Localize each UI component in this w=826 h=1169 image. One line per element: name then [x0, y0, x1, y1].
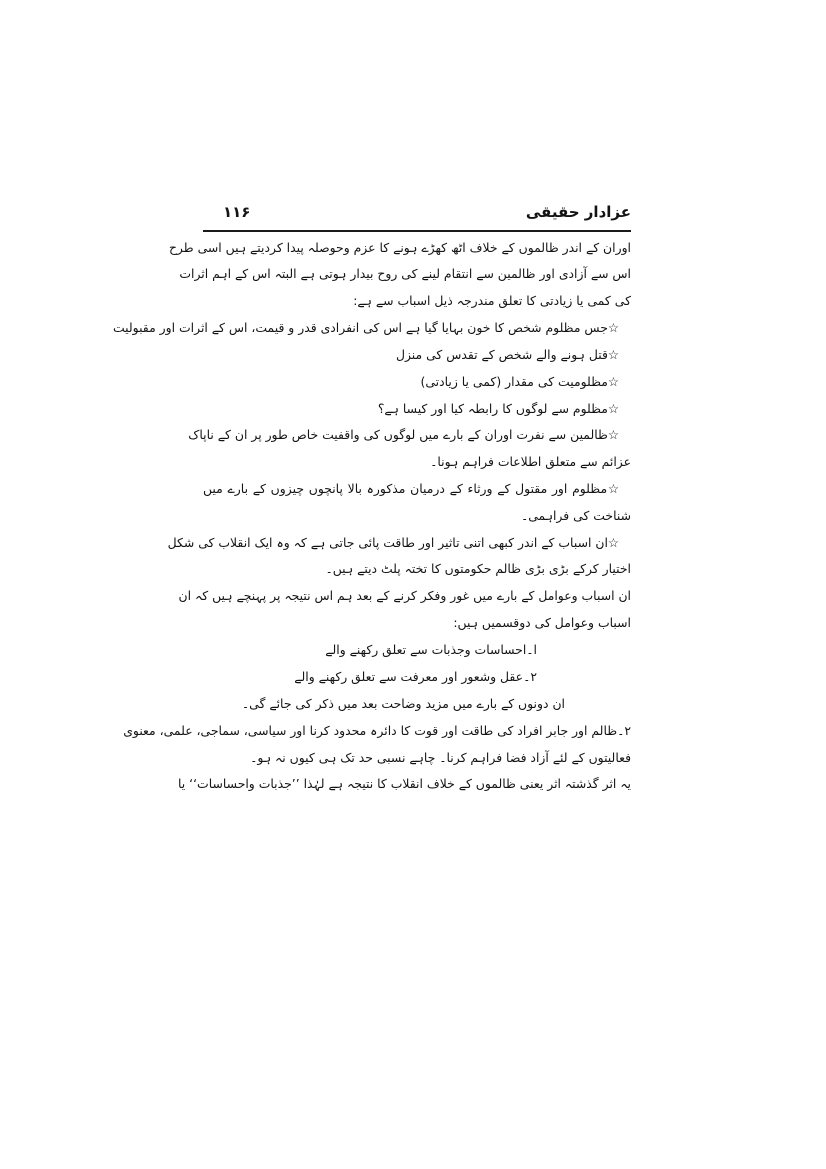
text-line: ان اسباب وعوامل کے بارے میں غور وفکر کرنے کے بعد ہم اس نتیجہ پر پہنچے ہیں کہ ان: [178, 588, 631, 603]
text-line: کی کمی یا زیادتی کا تعلق مندرجہ ذیل اسباب سے ہے:: [353, 293, 631, 308]
list-item: ☆مظلومیت کی مقدار (کمی یا زیادتی): [420, 374, 619, 389]
numbered-item: ا۔احساسات وجذبات سے تعلق رکھنے والے: [325, 642, 537, 657]
text-line: اختیار کرکے بڑی بڑی ظالم حکومتوں کا تختہ پلٹ دیتے ہیں۔: [325, 561, 631, 576]
list-item: ☆مظلوم سے لوگوں کا رابطہ کیا اور کیسا ہے؟: [377, 401, 619, 416]
text-line: ۲۔ظالم اور جابر افراد کی طاقت اور قوت کا دائرہ محدود کرنا اور سیاسی، سماجی، علمی، معنوی: [123, 723, 631, 738]
text-line: شناخت کی فراہمی۔: [520, 508, 631, 523]
list-item: ☆قتل ہونے والے شخص کے تقدس کی منزل: [395, 347, 619, 362]
numbered-item: ۲۔عقل وشعور اور معرفت سے تعلق رکھنے والے: [294, 669, 537, 684]
text-line: فعالیتوں کے لئے آزاد فضا فراہم کرنا۔ چاہے نسبی حد تک ہی کیوں نہ ہو۔: [250, 750, 631, 765]
list-item: ☆ظالمین سے نفرت اوران کے بارے میں لوگوں کی واقفیت خاص طور پر ان کے ناپاک: [188, 427, 619, 442]
page-number: ۱۱۶: [223, 203, 251, 221]
running-title: عزادار حقیقی: [525, 203, 631, 221]
text-line: اسباب وعوامل کی دوقسمیں ہیں:: [453, 615, 631, 630]
list-item: ☆جس مظلوم شخص کا خون بہایا گیا ہے اس کی انفرادی قدر و قیمت، اس کے اثرات اور مقبولیت: [112, 320, 619, 335]
page-header: [203, 203, 631, 227]
header-rule: [203, 230, 631, 232]
text-line: اوران کے اندر ظالموں کے خلاف اٹھ کھڑے ہونے کا عزم وحوصلہ پیدا کردیتے ہیں اسی طرح: [168, 240, 631, 255]
text-line: ان دونوں کے بارے میں مزید وضاحت بعد میں ذکر کی جائے گی۔: [241, 696, 565, 711]
text-line: یہ اثر گذشتہ اثر یعنی ظالموں کے خلاف انقلاب کا نتیجہ ہے لہٰذا ’’جذبات واحساسات‘‘ یا: [178, 776, 631, 791]
list-item: ☆ان اسباب کے اندر کبھی اتنی تاثیر اور طاقت پائی جاتی ہے کہ وہ ایک انقلاب کی شکل: [167, 535, 619, 550]
list-item: ☆مظلوم اور مقتول کے ورثاء کے درمیان مذکورہ بالا پانچوں چیزوں کے بارے میں: [203, 481, 619, 496]
text-line: اس سے آزادی اور ظالمین سے انتقام لینے کی روح بیدار ہوتی ہے البتہ اس کے اہم اثرات: [179, 266, 631, 281]
text-line: عزائم سے متعلق اطلاعات فراہم ہونا۔: [430, 454, 631, 469]
